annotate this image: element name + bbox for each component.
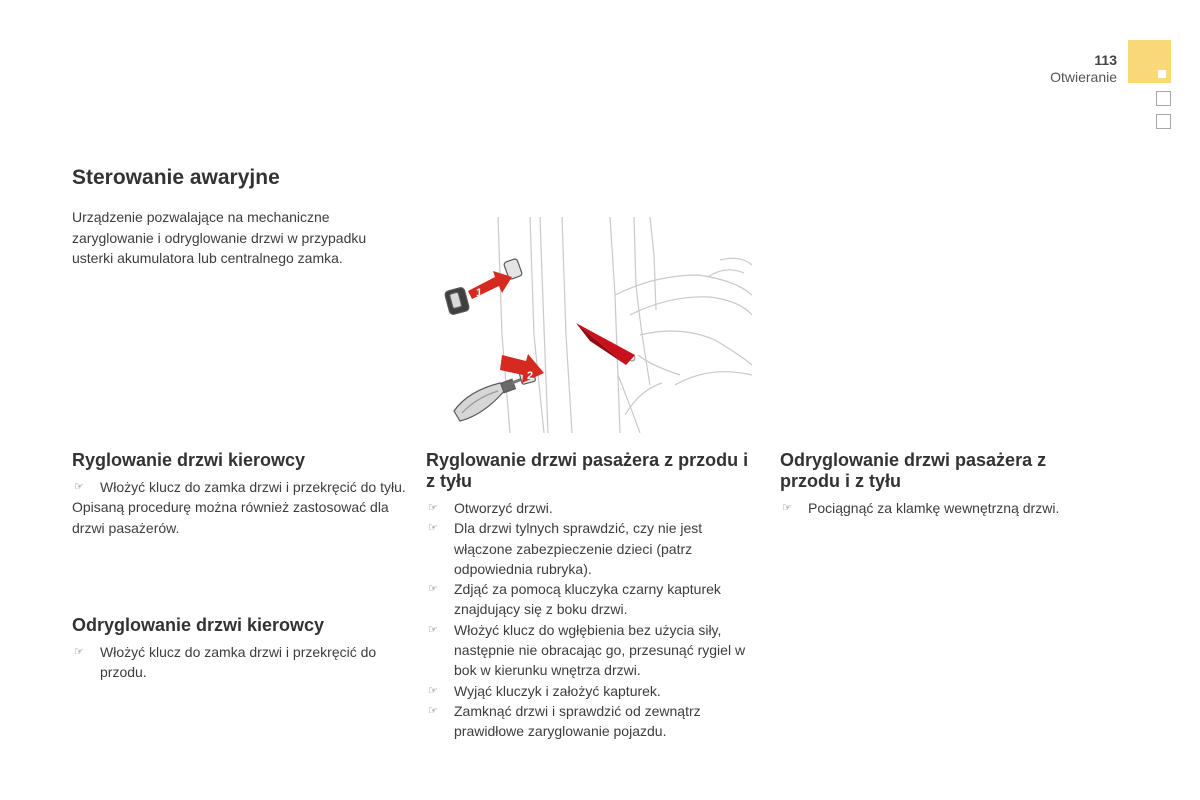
section-heading: Ryglowanie drzwi pasażera z przodu i z tyłu (426, 450, 749, 491)
step-text: Wyjąć kluczyk i założyć kapturek. (454, 682, 661, 699)
section-driver-lock (72, 450, 407, 538)
pointing-hand-icon: ☞ (428, 522, 438, 535)
section-driver-unlock (72, 615, 407, 683)
step-text: Dla drzwi tylnych sprawdzić, czy nie jest włączone zabezpieczenie dzieci (patrz odpowiednia rubryka). (454, 520, 703, 577)
steps-list (780, 498, 1110, 518)
pointing-hand-icon: ☞ (782, 502, 792, 514)
pointing-hand-icon: ☞ (428, 704, 438, 717)
steps-list (72, 642, 407, 683)
step-text: Zamknąć drzwi i sprawdzić od zewnątrz prawidłowe zaryglowanie pojazdu. (454, 702, 701, 740)
list-item (426, 681, 756, 701)
list-item (426, 620, 756, 681)
steps-list (426, 498, 756, 742)
pointing-hand-icon: ☞ (428, 583, 438, 596)
figure-label-2: 2 (527, 370, 534, 382)
section-name: Otwieranie (1050, 69, 1117, 85)
page-number: 113 (1094, 52, 1117, 68)
step-text: Włożyć klucz do wgłębienia bez użycia siły, następnie nie obracając go, przesunąć rygiel w bok w kierunku wnętrza drzwi. (454, 621, 746, 679)
step-text: Pociągnąć za klamkę wewnętrzną drzwi. (808, 500, 1060, 516)
chapter-tab-marker (1158, 70, 1166, 78)
step-text: Włożyć klucz do zamka drzwi i przekręcić do przodu. (100, 644, 377, 681)
list-item (72, 477, 407, 497)
list-item (72, 642, 407, 683)
list-item (426, 701, 756, 742)
chapter-tab-2 (1156, 91, 1171, 106)
step-text: Zdjąć za pomocą kluczyka czarny kapturek znajdujący się z boku drzwi. (454, 581, 721, 618)
section-note: Opisaną procedurę można również zastosować dla drzwi pasażerów. (72, 499, 389, 536)
figure-label-1: 1 (476, 287, 483, 299)
pointing-hand-icon: ☞ (428, 623, 438, 636)
page-title: Sterowanie awaryjne (72, 166, 280, 189)
step-text: Włożyć klucz do zamka drzwi i przekręcić do tyłu. (100, 479, 406, 495)
pointing-hand-icon: ☞ (74, 481, 84, 493)
section-heading: Odryglowanie drzwi kierowcy (72, 615, 325, 635)
section-passenger-lock (426, 450, 756, 742)
list-item (426, 579, 756, 620)
section-passenger-unlock (780, 450, 1110, 518)
emergency-lock-illustration (440, 215, 752, 433)
step-text: Otworzyć drzwi. (454, 500, 553, 516)
page-header (1050, 52, 1117, 86)
list-item (780, 498, 1110, 518)
list-item (426, 518, 756, 579)
chapter-tab-active (1128, 40, 1171, 83)
steps-list (72, 477, 407, 497)
section-heading: Ryglowanie drzwi kierowcy (72, 450, 306, 470)
section-heading: Odryglowanie drzwi pasażera z przodu i z tyłu (780, 450, 1047, 491)
pointing-hand-icon: ☞ (428, 684, 438, 697)
chapter-tab-3 (1156, 114, 1171, 129)
list-item (426, 498, 756, 518)
pointing-hand-icon: ☞ (428, 502, 438, 514)
pointing-hand-icon: ☞ (74, 646, 84, 658)
intro-text: Urządzenie pozwalające na mechaniczne zaryglowanie i odryglowanie drzwi w przypadku usterki akumulatora lub centralnego zamka. (72, 209, 367, 266)
